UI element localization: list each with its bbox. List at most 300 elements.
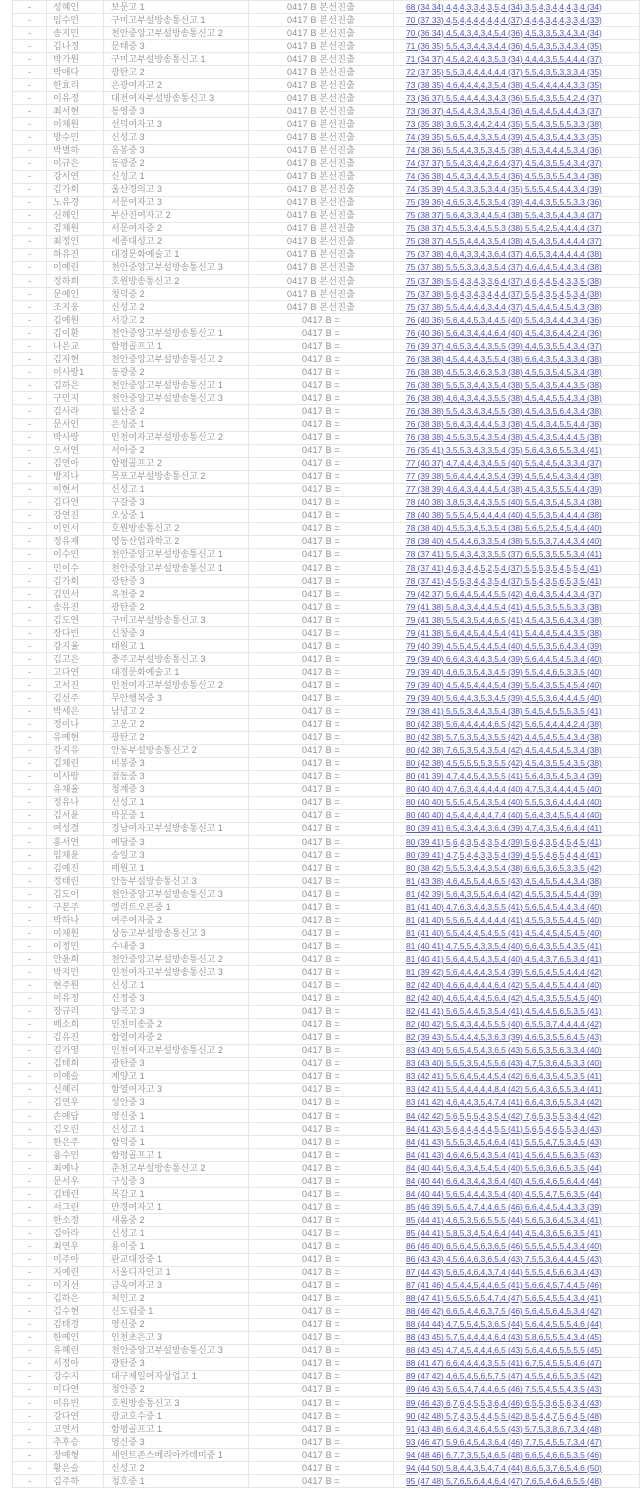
player-name: 이유정 (47, 92, 104, 105)
player-school: 신도림중 1 (104, 1305, 249, 1318)
score-link[interactable]: 81 (43 38) 4,6,4,5,5,4,4,6,5 (43) 4,5,4,5,5,4,4,3,4 (38) (406, 875, 602, 886)
score-link[interactable]: 85 (46 39) 5,6,5,4,7,4,4,6,5 (46) 6,6,4,4,5,4,4,3,3 (39) (406, 1201, 602, 1212)
score-link[interactable]: 74 (36 38) 4,5,4,3,4,4,3,5,4 (36) 4,5,5,3,5,5,4,3,4 (38) (406, 171, 602, 182)
score-link[interactable]: 89 (46 43) 5,6,5,4,7,4,4,6,5 (46) 7,5,5,4,5,5,4,3,5 (43) (406, 1384, 602, 1395)
round-status: 0417 B = (249, 966, 394, 979)
score-link[interactable]: 76 (38 38) 5,5,4,3,4,3,4,5,5 (38) 4,5,4,3,5,6,4,3,4 (38) (406, 405, 602, 416)
score-link[interactable]: 83 (43 40) 5,6,5,4,5,4,3,6,5 (43) 5,6,5,3,5,6,3,3,4 (40) (406, 1045, 602, 1056)
row-dash: - (13, 1162, 47, 1175)
score-link[interactable]: 84 (40 44) 5,6,4,3,4,5,4,5,4 (40) 5,5,6,3,6,6,5,3,5 (44) (406, 1162, 602, 1173)
score-cell (394, 862, 640, 875)
score-link[interactable]: 80 (42 38) 5,6,4,4,4,4,4,6,5 (42) 5,6,5,4,4,4,4,2,4 (38) (406, 719, 602, 730)
player-name: 이정민 (47, 940, 104, 953)
round-status: 0417 B = (249, 1370, 394, 1383)
score-cell (394, 79, 640, 92)
score-link[interactable]: 89 (46 43) 6,7,6,4,5,5,3,6,4 (46) 6,5,5,3,6,5,6,3,4 (43) (406, 1397, 602, 1408)
score-link[interactable]: 79 (41 38) 5,8,4,3,4,4,4,5,4 (41) 4,5,5,3,5,5,5,3,3 (38) (406, 601, 602, 612)
score-link[interactable]: 74 (38 36) 5,5,4,4,3,5,3,4,5 (38) 4,5,3,4,4,4,5,3,4 (36) (406, 145, 602, 156)
round-status: 0417 B = (249, 314, 394, 327)
player-school: 천안중앙고부설방송통신고 3 (104, 392, 249, 405)
score-link[interactable]: 80 (40 40) 4,7,6,3,4,4,4,4,4 (40) 4,7,5,3,4,4,4,4,5 (40) (406, 784, 602, 795)
score-link[interactable]: 84 (42 42) 5,6,5,5,5,4,3,5,4 (42) 7,6,5,3,5,5,3,4,4 (42) (406, 1110, 602, 1121)
player-name: 유채율 (47, 783, 104, 796)
table-row (13, 261, 640, 274)
score-link[interactable]: 94 (48 46) 6,7,7,3,5,5,4,6,5 (48) 6,6,5,4,6,6,5,3,5 (46) (406, 1449, 602, 1460)
table-row (13, 222, 640, 235)
table-row (13, 679, 640, 692)
score-link[interactable]: 80 (40 40) 5,5,5,4,5,4,3,5,4 (40) 5,5,5,3,6,4,4,4,4 (40) (406, 797, 602, 808)
score-cell (394, 1005, 640, 1018)
round-status: 0417 B = (249, 914, 394, 927)
row-dash: - (13, 1227, 47, 1240)
score-link[interactable]: 78 (40 38) 5,5,5,4,5,4,4,4,4 (40) 4,5,5,3,5,4,4,4,4 (38) (406, 510, 602, 521)
round-status: 0417 B = (249, 992, 394, 1005)
score-link[interactable]: 80 (39 41) 6,5,4,3,4,4,3,6,4 (39) 4,7,4,3,5,4,6,4,4 (41) (406, 823, 602, 834)
player-name: 김주하 (47, 1475, 104, 1488)
table-row (13, 470, 640, 483)
row-dash: - (13, 731, 47, 744)
round-status: 0417 B = (249, 940, 394, 953)
player-name: 이유정 (47, 992, 104, 1005)
player-name: 박세은 (47, 705, 104, 718)
player-school: 울산경의고 3 (104, 183, 249, 196)
round-status: 0417 B = (249, 1005, 394, 1018)
round-status: 0417 B 본선진출 (249, 261, 394, 274)
score-link[interactable]: 89 (47 42) 4,6,5,4,5,6,5,7,5 (47) 4,5,5,4,6,5,5,3,5 (42) (406, 1371, 602, 1382)
row-dash: - (13, 301, 47, 314)
score-link[interactable]: 81 (42 39) 5,6,4,3,5,5,4,6,4 (42) 4,5,5,3,5,4,5,4,4 (39) (406, 888, 602, 899)
player-name: 김다연 (47, 496, 104, 509)
score-link[interactable]: 79 (39 40) 5,6,4,4,3,5,3,4,5 (39) 4,5,5,3,6,4,4,4,5 (40) (406, 693, 602, 703)
round-status: 0417 B = (249, 1449, 394, 1462)
player-school: 광교호수중 1 (104, 1410, 249, 1423)
table-row (13, 431, 640, 444)
score-cell (394, 105, 640, 118)
score-link[interactable]: 84 (41 43) 4,6,4,6,5,4,3,5,4 (41) 4,5,6,4,5,5,6,3,5 (43) (406, 1149, 602, 1160)
score-link[interactable]: 94 (44 50) 5,8,4,4,3,5,4,7,4 (44) 8,6,5,3,7,6,5,4,6 (50) (406, 1462, 602, 1473)
score-cell (394, 431, 640, 444)
table-row (13, 405, 640, 418)
score-link[interactable]: 76 (38 38) 4,5,5,3,4,6,3,5,3 (38) 4,5,5,3,5,4,5,3,4 (38) (406, 366, 602, 377)
score-link[interactable]: 86 (43 43) 4,5,6,4,6,3,6,5,4 (43) 7,5,5,3,6,4,4,4,5 (43) (406, 1254, 602, 1265)
row-dash: - (13, 601, 47, 614)
player-school: 신성고 2 (104, 301, 249, 314)
score-link[interactable]: 80 (42 38) 7,6,5,3,5,4,3,5,4 (42) 4,5,4,4,5,4,5,3,4 (38) (406, 745, 602, 756)
score-link[interactable]: 80 (40 40) 4,5,4,4,4,4,4,7,4 (40) 5,6,4,3,4,5,5,4,4 (40) (406, 810, 602, 821)
score-link[interactable]: 85 (44 41) 4,6,5,3,5,6,5,5,5 (44) 5,6,5,3,6,4,5,3,4 (41) (406, 1214, 602, 1225)
score-link[interactable]: 82 (41 41) 5,6,5,4,4,5,3,5,4 (41) 4,5,4,4,5,6,5,3,5 (41) (406, 1006, 602, 1017)
score-cell (394, 235, 640, 248)
score-link[interactable]: 75 (37 38) 5,5,4,4,4,4,3,4,4 (37) 4,5,4,4,5,4,5,4,3 (38) (406, 301, 602, 312)
score-link[interactable]: 75 (37 38) 4,6,4,3,3,4,3,6,4 (37) 4,6,5,3,4,4,4,4,4 (38) (406, 249, 602, 260)
row-dash: - (13, 431, 47, 444)
score-link[interactable]: 78 (38 40) 4,5,4,4,6,3,3,5,4 (38) 5,5,5,3,7,4,4,3,4 (40) (406, 536, 602, 547)
row-dash: - (13, 653, 47, 666)
score-link[interactable]: 78 (37 41) 4,6,3,4,4,5,2,5,4 (37) 5,5,5,3,5,4,5,5,4 (41) (406, 562, 602, 573)
score-link[interactable]: 88 (41 47) 6,6,4,4,4,4,3,5,5 (41) 6,7,5,4,5,5,5,4,6 (47) (406, 1358, 602, 1369)
player-school: 천안중앙고부설방송통신고 1 (104, 379, 249, 392)
player-name: 김아라 (47, 1227, 104, 1240)
row-dash: - (13, 274, 47, 287)
score-cell (394, 261, 640, 274)
player-name: 이지선 (47, 1279, 104, 1292)
player-school: 동광중 2 (104, 157, 249, 170)
row-dash: - (13, 340, 47, 353)
table-row (13, 992, 640, 1005)
player-name: 김하은 (47, 379, 104, 392)
score-link[interactable]: 76 (38 38) 5,6,4,3,4,4,4,5,3 (38) 4,5,4,3,4,5,5,4,4 (38) (406, 419, 602, 430)
score-cell (394, 53, 640, 66)
row-dash: - (13, 1383, 47, 1396)
player-name: 최예나 (47, 1162, 104, 1175)
player-school: 태원고 1 (104, 640, 249, 653)
round-status: 0417 B = (249, 1436, 394, 1449)
player-school: 서울디자인고 1 (104, 1266, 249, 1279)
score-cell (394, 640, 640, 653)
table-row (13, 340, 640, 353)
round-status: 0417 B = (249, 509, 394, 522)
table-row (13, 744, 640, 757)
score-link[interactable]: 88 (43 45) 4,7,4,5,4,4,4,6,5 (43) 5,6,4,4,6,5,5,5,5 (45) (406, 1345, 602, 1356)
round-status: 0417 B 본선진출 (249, 53, 394, 66)
row-dash: - (13, 796, 47, 809)
player-school: 금옥여자고 3 (104, 1279, 249, 1292)
score-link[interactable]: 76 (39 37) 4,6,5,3,4,4,3,5,5 (39) 4,4,5,3,5,5,4,3,4 (37) (406, 340, 602, 351)
score-link[interactable]: 73 (35 38) 3,6,5,3,4,4,2,4,4 (35) 5,5,4,3,5,5,5,3,3 (38) (406, 118, 602, 129)
player-school: 매원고 1 (104, 862, 249, 875)
table-row (13, 1397, 640, 1410)
score-link[interactable]: 87 (41 46) 4,5,4,4,5,4,4,6,5 (41) 5,6,6,4,5,7,4,4,5 (46) (406, 1280, 602, 1291)
table-row (13, 27, 640, 40)
score-link[interactable]: 95 (47 48) 5,7,6,5,6,4,4,6,4 (47) 7,6,5,4,6,4,6,5,5 (48) (406, 1475, 602, 1486)
score-cell (394, 1383, 640, 1396)
player-name: 김나경 (47, 40, 104, 53)
table-row (13, 979, 640, 992)
player-school: 점동중 3 (104, 770, 249, 783)
player-school: 광탄중 3 (104, 1357, 249, 1370)
round-status: 0417 B = (249, 653, 394, 666)
score-cell (394, 209, 640, 222)
score-link[interactable]: 75 (38 37) 5,6,4,3,3,4,4,5,4 (38) 5,5,4,3,5,4,4,3,4 (37) (406, 210, 602, 221)
row-dash: - (13, 692, 47, 705)
score-cell (394, 92, 640, 105)
score-link[interactable]: 80 (42 38) 4,5,5,5,5,5,3,5,5 (42) 4,5,4,3,5,5,4,3,5 (38) (406, 758, 602, 769)
row-dash: - (13, 862, 47, 875)
score-link[interactable]: 76 (40 36) 5,6,4,3,4,4,4,6,4 (40) 4,5,4,3,6,4,4,2,4 (36) (406, 327, 602, 338)
round-status: 0417 B = (249, 875, 394, 888)
score-link[interactable]: 83 (41 42) 4,6,4,4,3,5,4,7,4 (41) 6,6,4,3,6,5,5,3,4 (42) (406, 1097, 602, 1108)
score-link[interactable]: 83 (43 40) 5,5,5,3,5,4,5,5,6 (43) 4,7,5,3,6,4,5,3,3 (40) (406, 1058, 602, 1069)
score-link[interactable]: 88 (47 41) 5,6,5,5,6,5,4,7,4 (47) 5,6,5,4,5,5,4,3,4 (41) (406, 1293, 602, 1304)
player-name: 이다연 (47, 1383, 104, 1396)
score-link[interactable]: 70 (37 33) 4,5,4,4,4,4,4,4,4 (37) 4,4,4,3,4,4,3,3,4 (33) (406, 14, 602, 25)
player-school: 구성중 3 (104, 1175, 249, 1188)
table-row (13, 66, 640, 79)
score-link[interactable]: 79 (38 41) 5,5,5,3,4,4,3,5,4 (38) 5,4,5,4,5,5,5,3,5 (41) (406, 706, 602, 717)
player-school: 함평골프고 1 (104, 1423, 249, 1436)
score-link[interactable]: 75 (38 37) 4,5,5,4,4,4,3,5,4 (38) 4,5,4,3,5,4,4,4,4 (37) (406, 236, 602, 247)
score-link[interactable]: 75 (37 38) 5,5,4,3,4,3,3,6,4 (37) 4,6,4,4,5,4,3,3,5 (38) (406, 275, 602, 286)
score-link[interactable]: 86 (46 40) 6,5,6,4,5,6,3,6,5 (46) 5,5,5,4,5,5,4,3,4 (40) (406, 1240, 602, 1251)
score-link[interactable]: 75 (38 37) 4,5,5,3,4,4,5,5,3 (38) 5,5,4,2,5,4,4,4,4 (37) (406, 223, 602, 234)
score-link[interactable]: 79 (39 40) 4,6,5,3,5,4,3,4,5 (39) 5,5,4,4,6,5,3,3,5 (40) (406, 666, 602, 677)
score-cell (394, 992, 640, 1005)
row-dash: - (13, 1266, 47, 1279)
score-link[interactable]: 79 (39 40) 4,5,4,5,4,4,4,5,4 (39) 5,5,4,3,5,5,4,5,4 (40) (406, 679, 602, 690)
player-school: 남녕고 2 (104, 705, 249, 718)
row-dash: - (13, 1397, 47, 1410)
score-link[interactable]: 80 (42 38) 5,7,5,3,5,4,3,5,5 (42) 4,4,5,4,5,5,4,3,4 (38) (406, 732, 602, 743)
round-status: 0417 B = (249, 1057, 394, 1070)
row-dash: - (13, 444, 47, 457)
score-link[interactable]: 84 (40 44) 6,6,4,3,4,4,3,6,4 (40) 4,5,6,4,6,5,6,4,4 (44) (406, 1175, 602, 1186)
player-name: 고서진 (47, 679, 104, 692)
player-name: 고연서 (47, 1423, 104, 1436)
player-school: 호원방송통신고 3 (104, 1397, 249, 1410)
row-dash: - (13, 548, 47, 561)
row-dash: - (13, 248, 47, 261)
score-link[interactable]: 91 (43 48) 6,6,4,3,4,6,4,5,5 (43) 5,7,5,3,8,6,7,3,4 (48) (406, 1423, 602, 1434)
score-link[interactable]: 81 (40 41) 5,6,4,4,5,4,3,5,4 (40) 4,5,4,3,7,6,5,3,4 (41) (406, 953, 602, 964)
player-school: 함평골프고 2 (104, 457, 249, 470)
row-dash: - (13, 875, 47, 888)
score-link[interactable]: 73 (36 37) 5,5,4,4,4,4,3,4,3 (36) 5,5,4,3,5,5,4,2,4 (37) (406, 92, 602, 103)
score-link[interactable]: 81 (41 40) 5,5,4,4,4,5,4,5,5 (41) 4,5,4,4,5,4,5,4,5 (40) (406, 927, 602, 938)
round-status: 0417 B = (249, 601, 394, 614)
row-dash: - (13, 405, 47, 418)
round-status: 0417 B = (249, 418, 394, 431)
score-link[interactable]: 80 (41 39) 4,7,4,4,5,4,3,5,5 (41) 5,6,4,3,5,4,5,3,4 (39) (406, 771, 602, 782)
score-link[interactable]: 78 (37 41) 4,5,5,3,4,4,3,5,4 (37) 5,5,4,3,5,6,5,3,5 (41) (406, 575, 602, 586)
score-link[interactable]: 80 (38 42) 5,5,5,3,4,4,3,5,4 (38) 6,6,5,3,6,5,3,3,5 (42) (406, 862, 602, 873)
row-dash: - (13, 757, 47, 770)
score-link[interactable]: 80 (39 41) 4,7,5,4,4,3,3,5,4 (39) 4,5,5,4,6,5,4,4,4 (41) (406, 849, 602, 860)
score-link[interactable]: 79 (39 40) 6,6,4,3,4,4,3,5,4 (39) 5,6,4,4,5,4,5,3,4 (40) (406, 653, 602, 664)
table-row (13, 940, 640, 953)
row-dash: - (13, 849, 47, 862)
player-name: 김선주 (47, 692, 104, 705)
score-link[interactable]: 76 (38 38) 4,5,5,3,5,4,3,5,4 (38) 4,5,4,3,5,4,4,4,5 (38) (406, 432, 602, 443)
player-school: 구미고부설방송통신고 1 (104, 53, 249, 66)
score-cell (394, 927, 640, 940)
score-link[interactable]: 82 (42 40) 4,6,5,4,4,4,5,6,4 (42) 4,5,4,3,5,5,5,4,5 (40) (406, 993, 602, 1004)
score-link[interactable]: 78 (40 38) 3,8,5,3,4,4,3,5,5 (40) 5,5,4,3,5,4,5,3,4 (38) (406, 497, 602, 508)
score-link[interactable]: 73 (36 37) 4,5,4,4,3,4,3,5,4 (36) 4,5,4,4,5,4,4,4,3 (37) (406, 105, 602, 116)
table-row (13, 1109, 640, 1122)
score-cell (394, 131, 640, 144)
round-status: 0417 B 본선진출 (249, 183, 394, 196)
score-link[interactable]: 88 (44 44) 4,7,5,5,4,5,3,6,5 (44) 5,6,4,4,5,5,5,4,6 (44) (406, 1319, 602, 1330)
score-cell (394, 1018, 640, 1031)
table-row (13, 301, 640, 314)
score-link[interactable]: 81 (41 40) 5,5,6,5,4,4,4,4,4 (41) 4,5,5,3,5,5,4,4,5 (40) (406, 914, 602, 925)
score-link[interactable]: 83 (42 41) 5,5,4,4,4,4,4,8,4 (42) 5,6,4,3,6,5,5,3,4 (41) (406, 1084, 602, 1095)
player-school: 천안중앙고부설방송통신고 3 (104, 261, 249, 274)
score-link[interactable]: 75 (37 38) 5,6,4,3,4,3,4,4,4 (37) 5,5,4,3,5,4,5,3,4 (38) (406, 288, 602, 299)
row-dash: - (13, 666, 47, 679)
table-row (13, 901, 640, 914)
table-row (13, 1214, 640, 1227)
score-link[interactable]: 81 (39 42) 5,6,4,4,4,4,3,5,4 (39) 5,6,5,4,5,5,4,4,4 (42) (406, 966, 602, 977)
player-name: 김채린 (47, 757, 104, 770)
player-name: 황은슬 (47, 1462, 104, 1475)
player-school: 충주고부설방송통신고 3 (104, 653, 249, 666)
player-school: 대전여자부설방송통신고 3 (104, 92, 249, 105)
player-name: 송유진 (47, 601, 104, 614)
score-link[interactable]: 78 (37 41) 5,5,4,3,4,3,3,5,5 (37) 6,5,5,3,5,5,5,3,4 (41) (406, 549, 602, 560)
score-link[interactable]: 80 (39 41) 5,6,4,3,5,4,3,5,4 (39) 5,6,4,3,5,4,5,4,5 (41) (406, 836, 602, 847)
score-link[interactable]: 82 (39 43) 5,5,4,4,4,5,3,6,3 (39) 4,6,5,3,5,5,6,4,5 (43) (406, 1032, 602, 1043)
score-link[interactable]: 87 (44 43) 5,6,5,4,6,4,3,7,4 (44) 5,5,5,4,5,6,6,3,4 (43) (406, 1267, 602, 1278)
round-status: 0417 B = (249, 1240, 394, 1253)
round-status: 0417 B = (249, 718, 394, 731)
row-dash: - (13, 379, 47, 392)
player-name: 김채원 (47, 222, 104, 235)
score-link[interactable]: 82 (42 40) 4,6,6,4,4,4,4,6,4 (42) 5,5,4,4,5,5,4,4,4 (40) (406, 980, 602, 991)
row-dash: - (13, 1018, 47, 1031)
score-link[interactable]: 70 (36 34) 4,5,4,3,4,3,4,5,4 (36) 4,5,3,3,5,3,4,3,4 (34) (406, 27, 602, 38)
score-cell (394, 1436, 640, 1449)
score-link[interactable]: 85 (44 41) 5,8,5,3,4,5,4,6,4 (44) 4,5,4,3,6,5,6,3,5 (41) (406, 1227, 602, 1238)
score-link[interactable]: 77 (38 39) 4,6,4,3,4,4,4,5,4 (38) 4,5,4,3,5,5,5,4,4 (39) (406, 484, 602, 495)
score-link[interactable]: 77 (39 38) 5,6,4,4,4,4,3,5,4 (39) 4,5,5,4,5,4,3,4,4 (38) (406, 471, 602, 482)
score-link[interactable]: 84 (40 44) 5,6,5,4,4,4,3,5,4 (40) 4,5,5,4,7,5,6,3,5 (44) (406, 1188, 602, 1199)
row-dash: - (13, 131, 47, 144)
score-link[interactable]: 68 (34 34) 4,4,4,3,3,4,3,5,4 (34) 3,5,4,3,4,4,4,3,4 (34) (406, 1, 602, 12)
table-row (13, 1070, 640, 1083)
row-dash: - (13, 496, 47, 509)
player-school: 양곡고 3 (104, 1005, 249, 1018)
score-link[interactable]: 81 (40 41) 4,7,5,5,4,3,3,5,4 (40) 6,6,4,3,5,5,4,3,5 (41) (406, 940, 602, 951)
row-dash: - (13, 522, 47, 535)
player-name: 문예인 (47, 288, 104, 301)
player-school: 고운고 2 (104, 718, 249, 731)
score-link[interactable]: 77 (40 37) 4,7,4,4,4,3,4,5,5 (40) 5,5,4,4,5,4,3,3,4 (37) (406, 458, 602, 469)
score-link[interactable]: 82 (40 42) 5,5,4,3,4,4,5,5,5 (40) 6,5,5,3,7,4,4,4,4 (42) (406, 1019, 602, 1030)
player-school: 만경여자고 1 (104, 1201, 249, 1214)
round-status: 0417 B 본선진출 (249, 288, 394, 301)
score-link[interactable]: 74 (35 39) 4,5,4,3,3,5,3,4,4 (35) 5,5,5,4,5,4,4,3,4 (39) (406, 184, 602, 195)
score-cell (394, 1070, 640, 1083)
score-link[interactable]: 76 (38 38) 5,5,5,3,4,4,3,5,4 (38) 5,5,4,3,5,4,4,3,5 (38) (406, 379, 602, 390)
round-status: 0417 B = (249, 979, 394, 992)
player-school: 옥천중 2 (104, 588, 249, 601)
row-dash: - (13, 261, 47, 274)
player-school: 신성고 1 (104, 483, 249, 496)
score-link[interactable]: 88 (43 45) 5,7,5,4,4,4,4,6,4 (43) 5,8,6,5,5,5,4,3,4 (45) (406, 1332, 602, 1343)
row-dash: - (13, 235, 47, 248)
score-link[interactable]: 72 (37 35) 5,5,3,4,4,4,4,4,4 (37) 5,5,4,3,5,3,3,3,4 (35) (406, 66, 602, 77)
score-link[interactable]: 79 (40 39) 4,5,5,4,5,4,4,5,4 (40) 4,5,5,3,5,6,4,3,4 (39) (406, 640, 602, 651)
row-dash: - (13, 575, 47, 588)
player-school: 신성고 1 (104, 1227, 249, 1240)
round-status: 0417 B 본선진출 (249, 79, 394, 92)
round-status: 0417 B = (249, 1397, 394, 1410)
results-table (12, 0, 640, 1488)
score-cell (394, 288, 640, 301)
score-link[interactable]: 76 (38 38) 4,6,4,3,4,4,3,5,5 (38) 4,5,4,4,5,5,4,3,4 (38) (406, 392, 602, 403)
score-link[interactable]: 90 (42 48) 5,7,4,3,5,4,4,5,5 (42) 8,5,4,4,7,5,6,4,5 (48) (406, 1410, 602, 1421)
table-row (13, 888, 640, 901)
score-link[interactable]: 75 (39 36) 4,6,5,3,4,5,3,5,4 (39) 4,4,4,3,5,5,5,3,3 (36) (406, 197, 602, 208)
player-name: 한소정 (47, 1214, 104, 1227)
table-row (13, 548, 640, 561)
score-cell (394, 888, 640, 901)
score-link[interactable]: 84 (41 43) 5,6,4,4,4,4,4,5,5 (41) 5,6,5,4,6,5,5,3,4 (43) (406, 1123, 602, 1134)
score-cell (394, 1044, 640, 1057)
score-link[interactable]: 76 (38 38) 4,5,4,4,4,3,5,5,4 (38) 6,6,4,3,5,4,3,3,4 (38) (406, 353, 602, 364)
table-row (13, 1410, 640, 1423)
score-cell (394, 1318, 640, 1331)
score-link[interactable]: 71 (36 35) 5,5,4,3,4,4,3,4,4 (36) 4,5,4,3,5,3,4,3,4 (35) (406, 40, 602, 51)
round-status: 0417 B = (249, 614, 394, 627)
score-link[interactable]: 76 (40 36) 5,6,4,4,5,3,4,4,5 (40) 5,5,4,3,4,4,4,3,4 (36) (406, 314, 602, 325)
score-link[interactable]: 79 (42 37) 5,6,4,4,5,4,4,5,5 (42) 4,6,4,3,5,4,4,3,4 (37) (406, 588, 602, 599)
table-row (13, 483, 640, 496)
player-school: 문태중 3 (104, 40, 249, 53)
round-status: 0417 B = (249, 379, 394, 392)
row-dash: - (13, 966, 47, 979)
score-link[interactable]: 74 (37 37) 5,5,4,3,4,4,2,6,4 (37) 4,5,4,3,5,5,4,3,4 (37) (406, 158, 602, 169)
score-link[interactable]: 79 (41 38) 5,6,4,4,5,4,4,5,4 (41) 5,4,4,4,5,4,4,3,5 (38) (406, 627, 602, 638)
score-cell (394, 653, 640, 666)
row-dash: - (13, 366, 47, 379)
row-dash: - (13, 470, 47, 483)
score-link[interactable]: 76 (35 41) 3,5,5,3,4,3,3,5,4 (35) 5,6,4,3,6,5,5,3,4 (41) (406, 445, 602, 456)
round-status: 0417 B 본선진출 (249, 92, 394, 105)
table-row (13, 457, 640, 470)
score-link[interactable]: 74 (39 35) 5,6,5,4,4,3,3,5,4 (39) 4,5,4,3,5,4,4,3,3 (35) (406, 131, 602, 142)
round-status: 0417 B = (249, 1266, 394, 1279)
round-status: 0417 B = (249, 1475, 394, 1488)
table-row (13, 444, 640, 457)
round-status: 0417 B = (249, 770, 394, 783)
table-row (13, 1318, 640, 1331)
row-dash: - (13, 1305, 47, 1318)
player-school: 함열여자중 2 (104, 1031, 249, 1044)
player-school: 영동산업과학고 2 (104, 535, 249, 548)
score-link[interactable]: 79 (41 38) 5,5,4,3,5,4,4,6,5 (41) 4,5,4,3,5,6,4,3,4 (38) (406, 614, 602, 625)
score-link[interactable]: 75 (37 38) 5,5,5,3,3,4,3,5,4 (37) 4,6,4,4,5,4,4,3,4 (38) (406, 262, 602, 273)
row-dash: - (13, 927, 47, 940)
table-row (13, 1370, 640, 1383)
score-cell (394, 392, 640, 405)
score-link[interactable]: 81 (41 40) 4,7,6,3,4,4,3,5,5 (41) 5,6,5,4,5,4,4,3,4 (40) (406, 901, 602, 912)
round-status: 0417 B 본선진출 (249, 157, 394, 170)
score-link[interactable]: 88 (46 42) 6,6,5,4,4,6,3,7,5 (46) 5,6,4,5,6,4,5,3,4 (42) (406, 1306, 602, 1317)
score-link[interactable]: 71 (34 37) 4,5,4,2,4,4,3,5,3 (34) 4,4,4,3,5,5,4,4,4 (37) (406, 53, 602, 64)
player-school: 대경문화예술고 1 (104, 248, 249, 261)
score-cell (394, 1214, 640, 1227)
player-name: 구민지 (47, 392, 104, 405)
score-link[interactable]: 84 (41 43) 5,5,5,3,4,5,4,6,4 (41) 5,5,5,4,7,5,3,4,5 (43) (406, 1136, 602, 1147)
player-name: 김오린 (47, 1123, 104, 1136)
score-link[interactable]: 83 (42 41) 5,5,6,4,5,4,4,5,4 (42) 6,6,4,3,5,4,5,3,5 (41) (406, 1071, 602, 1082)
player-name: 박지민 (47, 966, 104, 979)
round-status: 0417 B = (249, 1083, 394, 1096)
score-link[interactable]: 73 (38 35) 4,6,4,4,4,4,3,5,4 (38) 4,5,4,4,4,4,4,3,3 (35) (406, 79, 602, 90)
table-row (13, 196, 640, 209)
table-row (13, 1136, 640, 1149)
player-school: 신성고 1 (104, 1123, 249, 1136)
score-cell (394, 1397, 640, 1410)
table-row (13, 92, 640, 105)
score-link[interactable]: 78 (38 40) 4,5,5,3,4,5,3,5,4 (38) 5,6,5,2,5,4,5,4,4 (40) (406, 523, 602, 534)
table-row (13, 144, 640, 157)
table-row (13, 1096, 640, 1109)
score-link[interactable]: 93 (46 47) 5,9,6,4,5,4,3,6,4 (46) 7,7,5,4,5,5,7,3,4 (47) (406, 1436, 602, 1447)
player-name: 김연우 (47, 1096, 104, 1109)
